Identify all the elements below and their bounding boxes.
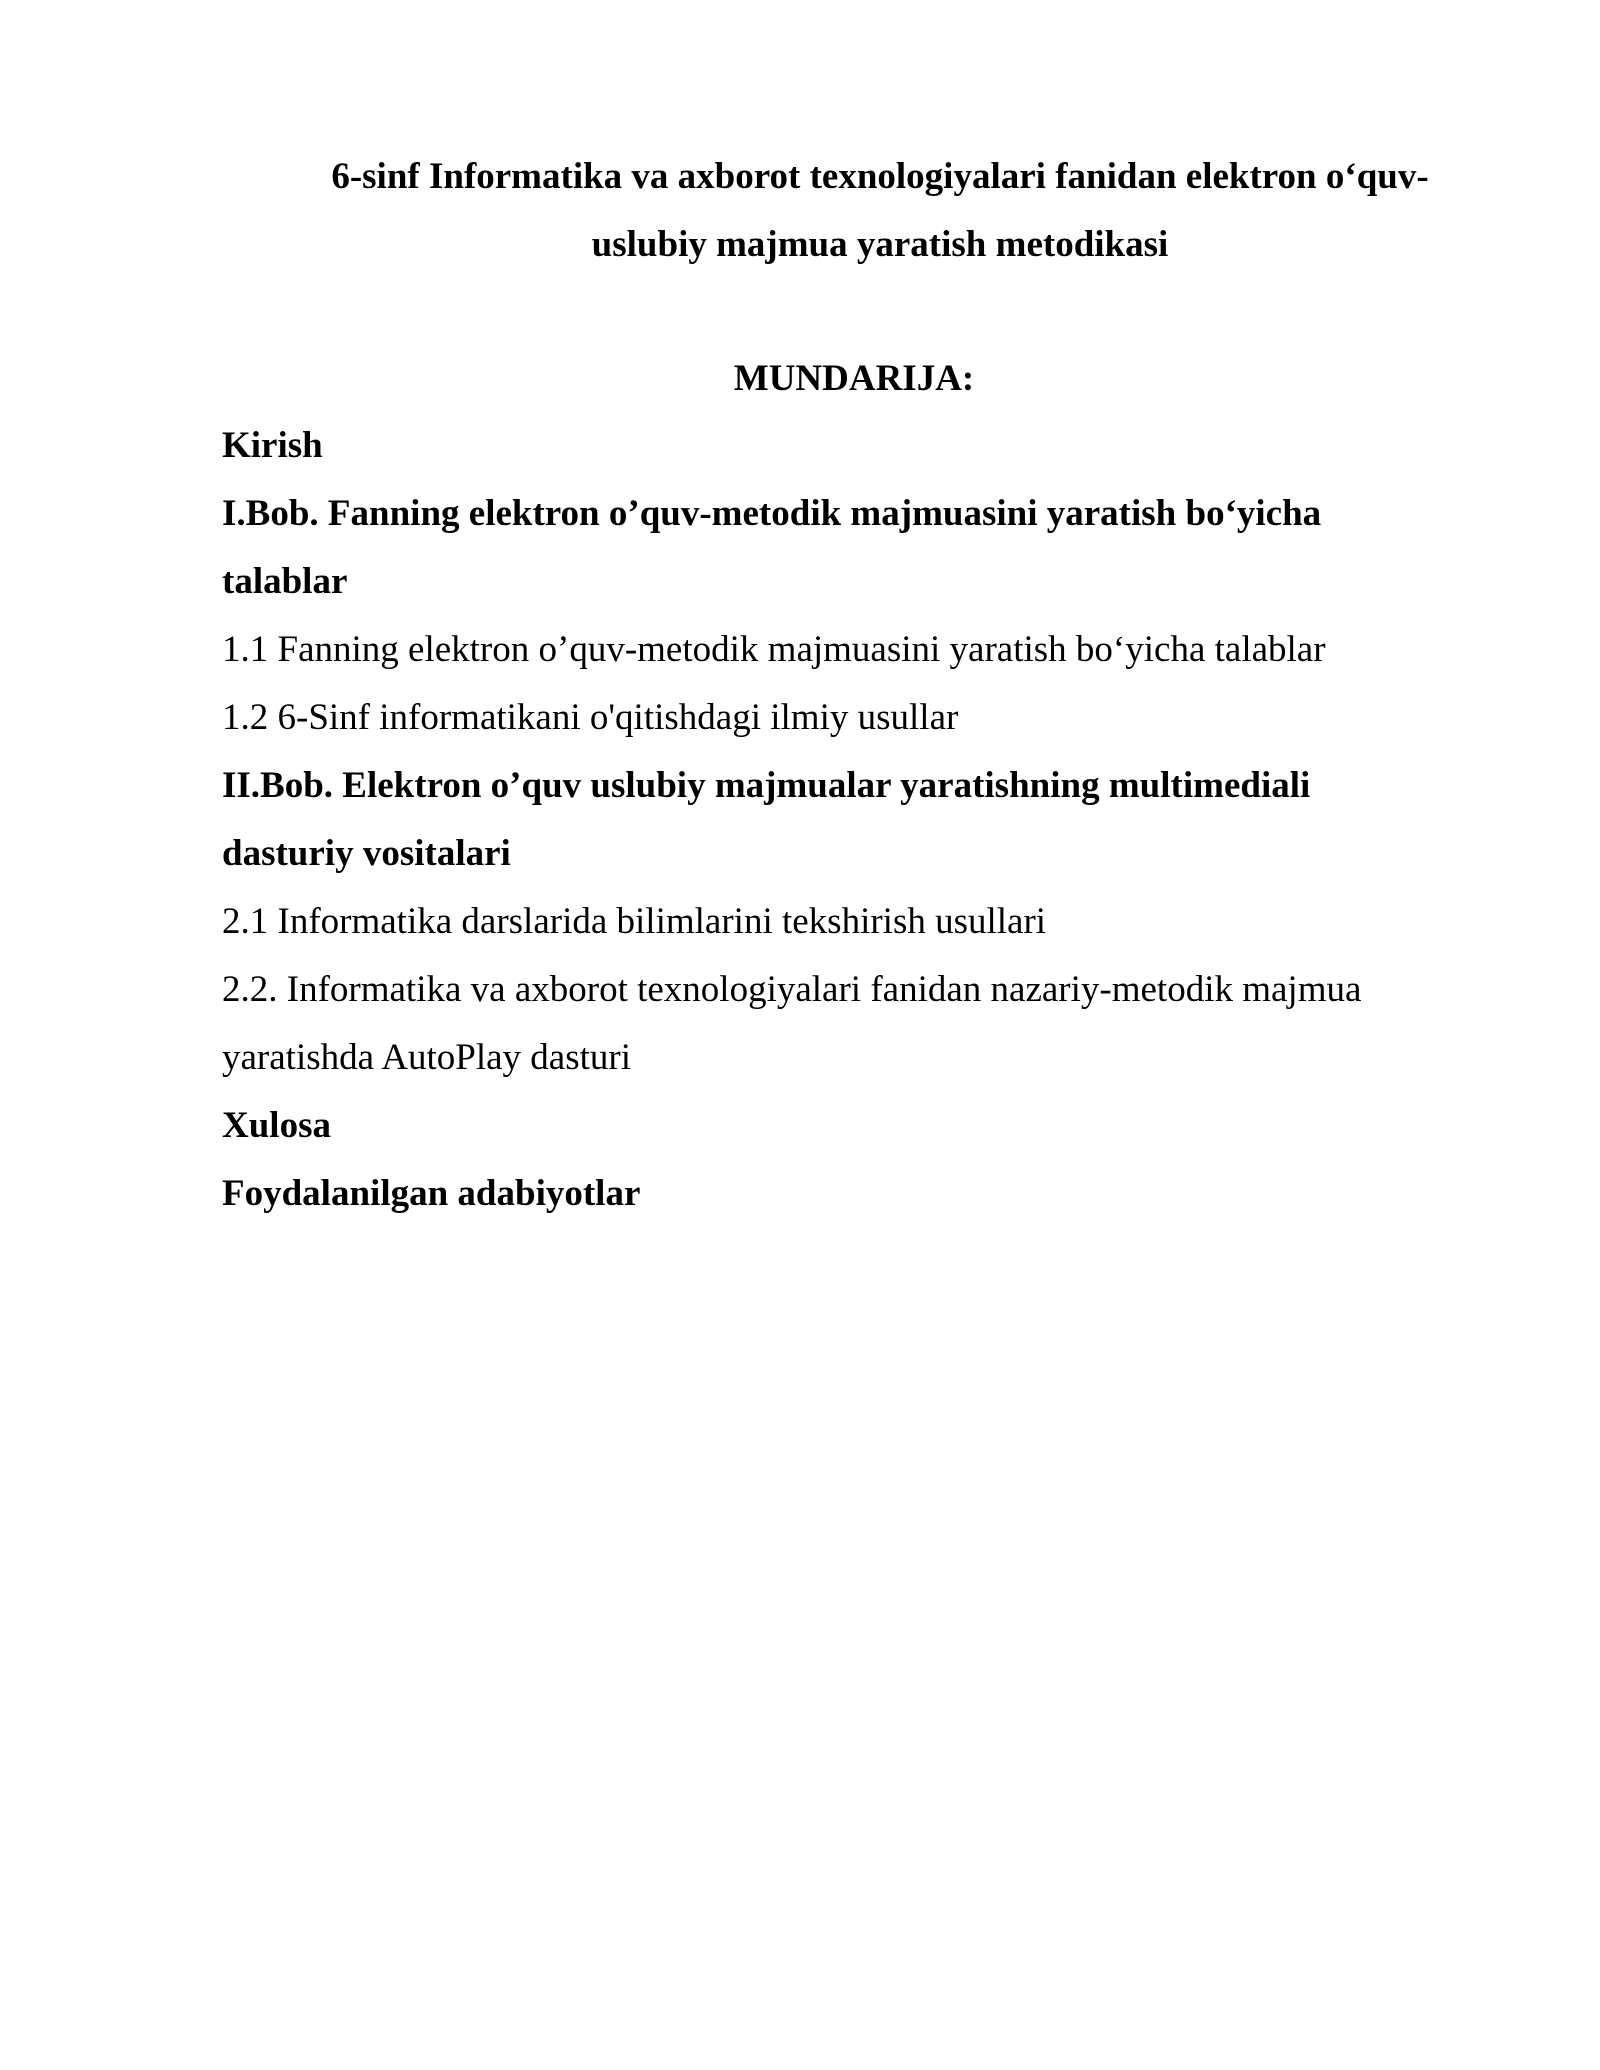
toc-entry-section-1-1: 1.1 Fanning elektron o’quv-metodik majmuasini yaratish bo‘yicha talablar bbox=[222, 629, 1326, 670]
document-title bbox=[290, 143, 1470, 279]
document-title-line-1: 6-sinf Informatika va axborot texnologiyalari fanidan elektron o‘quv- bbox=[331, 156, 1429, 197]
toc-entry-section-2-2-line-1: 2.2. Informatika va axborot texnologiyalari fanidan nazariy-metodik majmua bbox=[222, 969, 1362, 1010]
toc-entry-section-2-2-line-2: yaratishda AutoPlay dasturi bbox=[222, 1037, 631, 1078]
toc-entry-chapter-1-line-2: talablar bbox=[222, 561, 348, 602]
toc-entry-chapter-2-line-1: II.Bob. Elektron o’quv uslubiy majmualar yaratishning multimediali bbox=[222, 765, 1311, 806]
document-title-line-2: uslubiy majmua yaratish metodikasi bbox=[591, 224, 1169, 265]
toc-entry-section-1-2: 1.2 6-Sinf informatikani o'qitishdagi ilmiy usullar bbox=[222, 697, 959, 738]
toc-entry-conclusion: Xulosa bbox=[222, 1105, 331, 1146]
table-of-contents bbox=[222, 412, 1486, 1228]
toc-entry-references: Foydalanilgan adabiyotlar bbox=[222, 1173, 641, 1214]
toc-heading: MUNDARIJA: bbox=[733, 358, 975, 399]
toc-entry-section-2-1: 2.1 Informatika darslarida bilimlarini tekshirish usullari bbox=[222, 901, 1047, 942]
toc-entry-chapter-2-line-2: dasturiy vositalari bbox=[222, 833, 511, 874]
toc-entry-introduction: Kirish bbox=[222, 425, 323, 466]
toc-entry-chapter-1-line-1: I.Bob. Fanning elektron o’quv-metodik majmuasini yaratish bo‘yicha bbox=[222, 493, 1322, 534]
